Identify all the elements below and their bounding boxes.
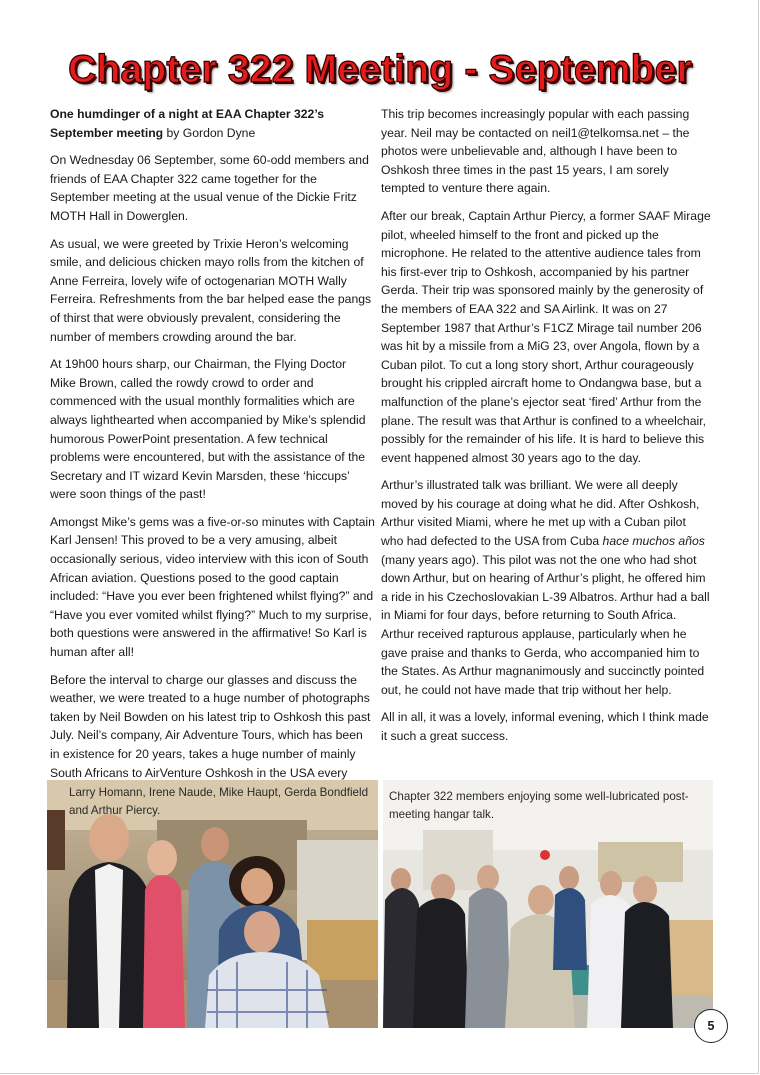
page-number: 5 <box>694 1009 728 1043</box>
paragraph: All in all, it was a lovely, informal evening, which I think made it such a great success. <box>381 710 709 743</box>
paragraph: On Wednesday 06 September, some 60-odd members and friends of EAA Chapter 322 came together for the September meeting at the usual venue of the Dickie Fritz MOTH Hall in Dowerglen. <box>50 153 369 223</box>
article-byline: by Gordon Dyne <box>163 125 256 140</box>
paragraph <box>381 476 711 699</box>
article-intro <box>50 105 375 142</box>
photo-caption-left: Larry Homann, Irene Naude, Mike Haupt, Gerda Bondfield and Arthur Piercy. <box>69 786 369 817</box>
paragraph-text: Arthur’s illustrated talk was brilliant. We were all deeply moved by his courage at doing what he did. After Oshkosh, Arthur visited Miami, where he met up with a Cuban pilot who had defected to the USA from Cuba <box>381 478 700 549</box>
paragraph: Before the interval to charge our glasses and discuss the weather, we were treated to a huge number of photographs taken by Neil Bowden on his latest trip to Oshkosh this past July. Neil’s company, Air Adventure Tours, which has been in existence for 20 years, takes a huge number of mainly South Africans to AirVenture Oshkosh in the USA every <box>50 672 371 780</box>
paragraph: As usual, we were greeted by Trixie Heron’s welcoming smile, and delicious chicken mayo rolls from the kitchen of Anne Ferreira, lovely wife of octogenarian MOTH Wally Ferreira. Refreshments from the bar helped ease the pangs of thirst that were obviously prevalent, considering the number of members crowding around the bar. <box>50 236 372 344</box>
paragraph: This trip becomes increasingly popular with each passing year. Neil may be contacted on neil1@telkomsa.net – the photos were unbelievable and, although I have been to Oshkosh three times in the past 15 years, I am sorely tempted to venture there again. <box>381 107 690 196</box>
spanish-phrase: hace muchos años <box>602 534 705 549</box>
paragraph-text: (many years ago). This pilot was not the one who had shot down Arthur, but on hearing of Arthur’s plight, he offered him a ride in his Czechoslovakian L-39 Albatros. Arthur had a ball in Miami for four days, before returning to South Africa. Arthur received rapturous applause, particularly when he gave praise and thanks to Gerda, who accompanied him to the States. As Arthur magnanimously and succinctly pointed out, he could not have made that trip without her help. <box>381 552 710 697</box>
article-right-column <box>381 105 711 755</box>
paragraph: Amongst Mike’s gems was a five-or-so minutes with Captain Karl Jensen! This proved to be a very amusing, albeit occasionally serious, video interview with this icon of South African aviation. Questions posed to the good captain included: “Have you ever been frightened whilst flying?” and “Have you ever vomited whilst flying?” Much to my surprise, both questions were answered in the affirmative! So Karl is human after all! <box>50 514 375 660</box>
paragraph: After our break, Captain Arthur Piercy, a former SAAF Mirage pilot, wheeled himself to the front and picked up the microphone. He related to the attentive audience tales from his first-ever trip to Oshkosh, accompanied by his partner Gerda. Their trip was sponsored mainly by the generosity of the members of EAA 322 and SA Airlink. It was on 27 September 1987 that Arthur’s F1CZ Mirage tail number 206 was hit by a missile from a MiG 23, over Angola, flown by a Cuban pilot. To cut a long story short, Arthur courageously brought his crippled aircraft home to Ondangwa base, but a malfunction of the plane’s ejector seat ‘fired’ Arthur from the plane. The result was that Arthur is confined to a wheelchair, possibly for the remainder of his life. It is hard to believe this event happened almost 30 years ago to the day. <box>381 208 711 465</box>
article-headline: One humdinger of a night at EAA Chapter 322’s September meeting <box>50 107 325 140</box>
photo-caption-right: Chapter 322 members enjoying some well-lubricated post-meeting hangar talk. <box>389 790 689 821</box>
article-left-column <box>50 105 375 810</box>
paragraph: At 19h00 hours sharp, our Chairman, the Flying Doctor Mike Brown, called the rowdy crowd to order and commenced with the usual monthly formalities which are always lighthearted when accompanied by Mike’s splendid humorous PowerPoint presentation. A few technical problems were encountered, but with the assistance of the Secretary and IT wizard Kevin Marsden, these ‘hiccups’ were soon things of the past! <box>50 357 366 502</box>
page-title: Chapter 322 Meeting - September <box>68 48 692 91</box>
